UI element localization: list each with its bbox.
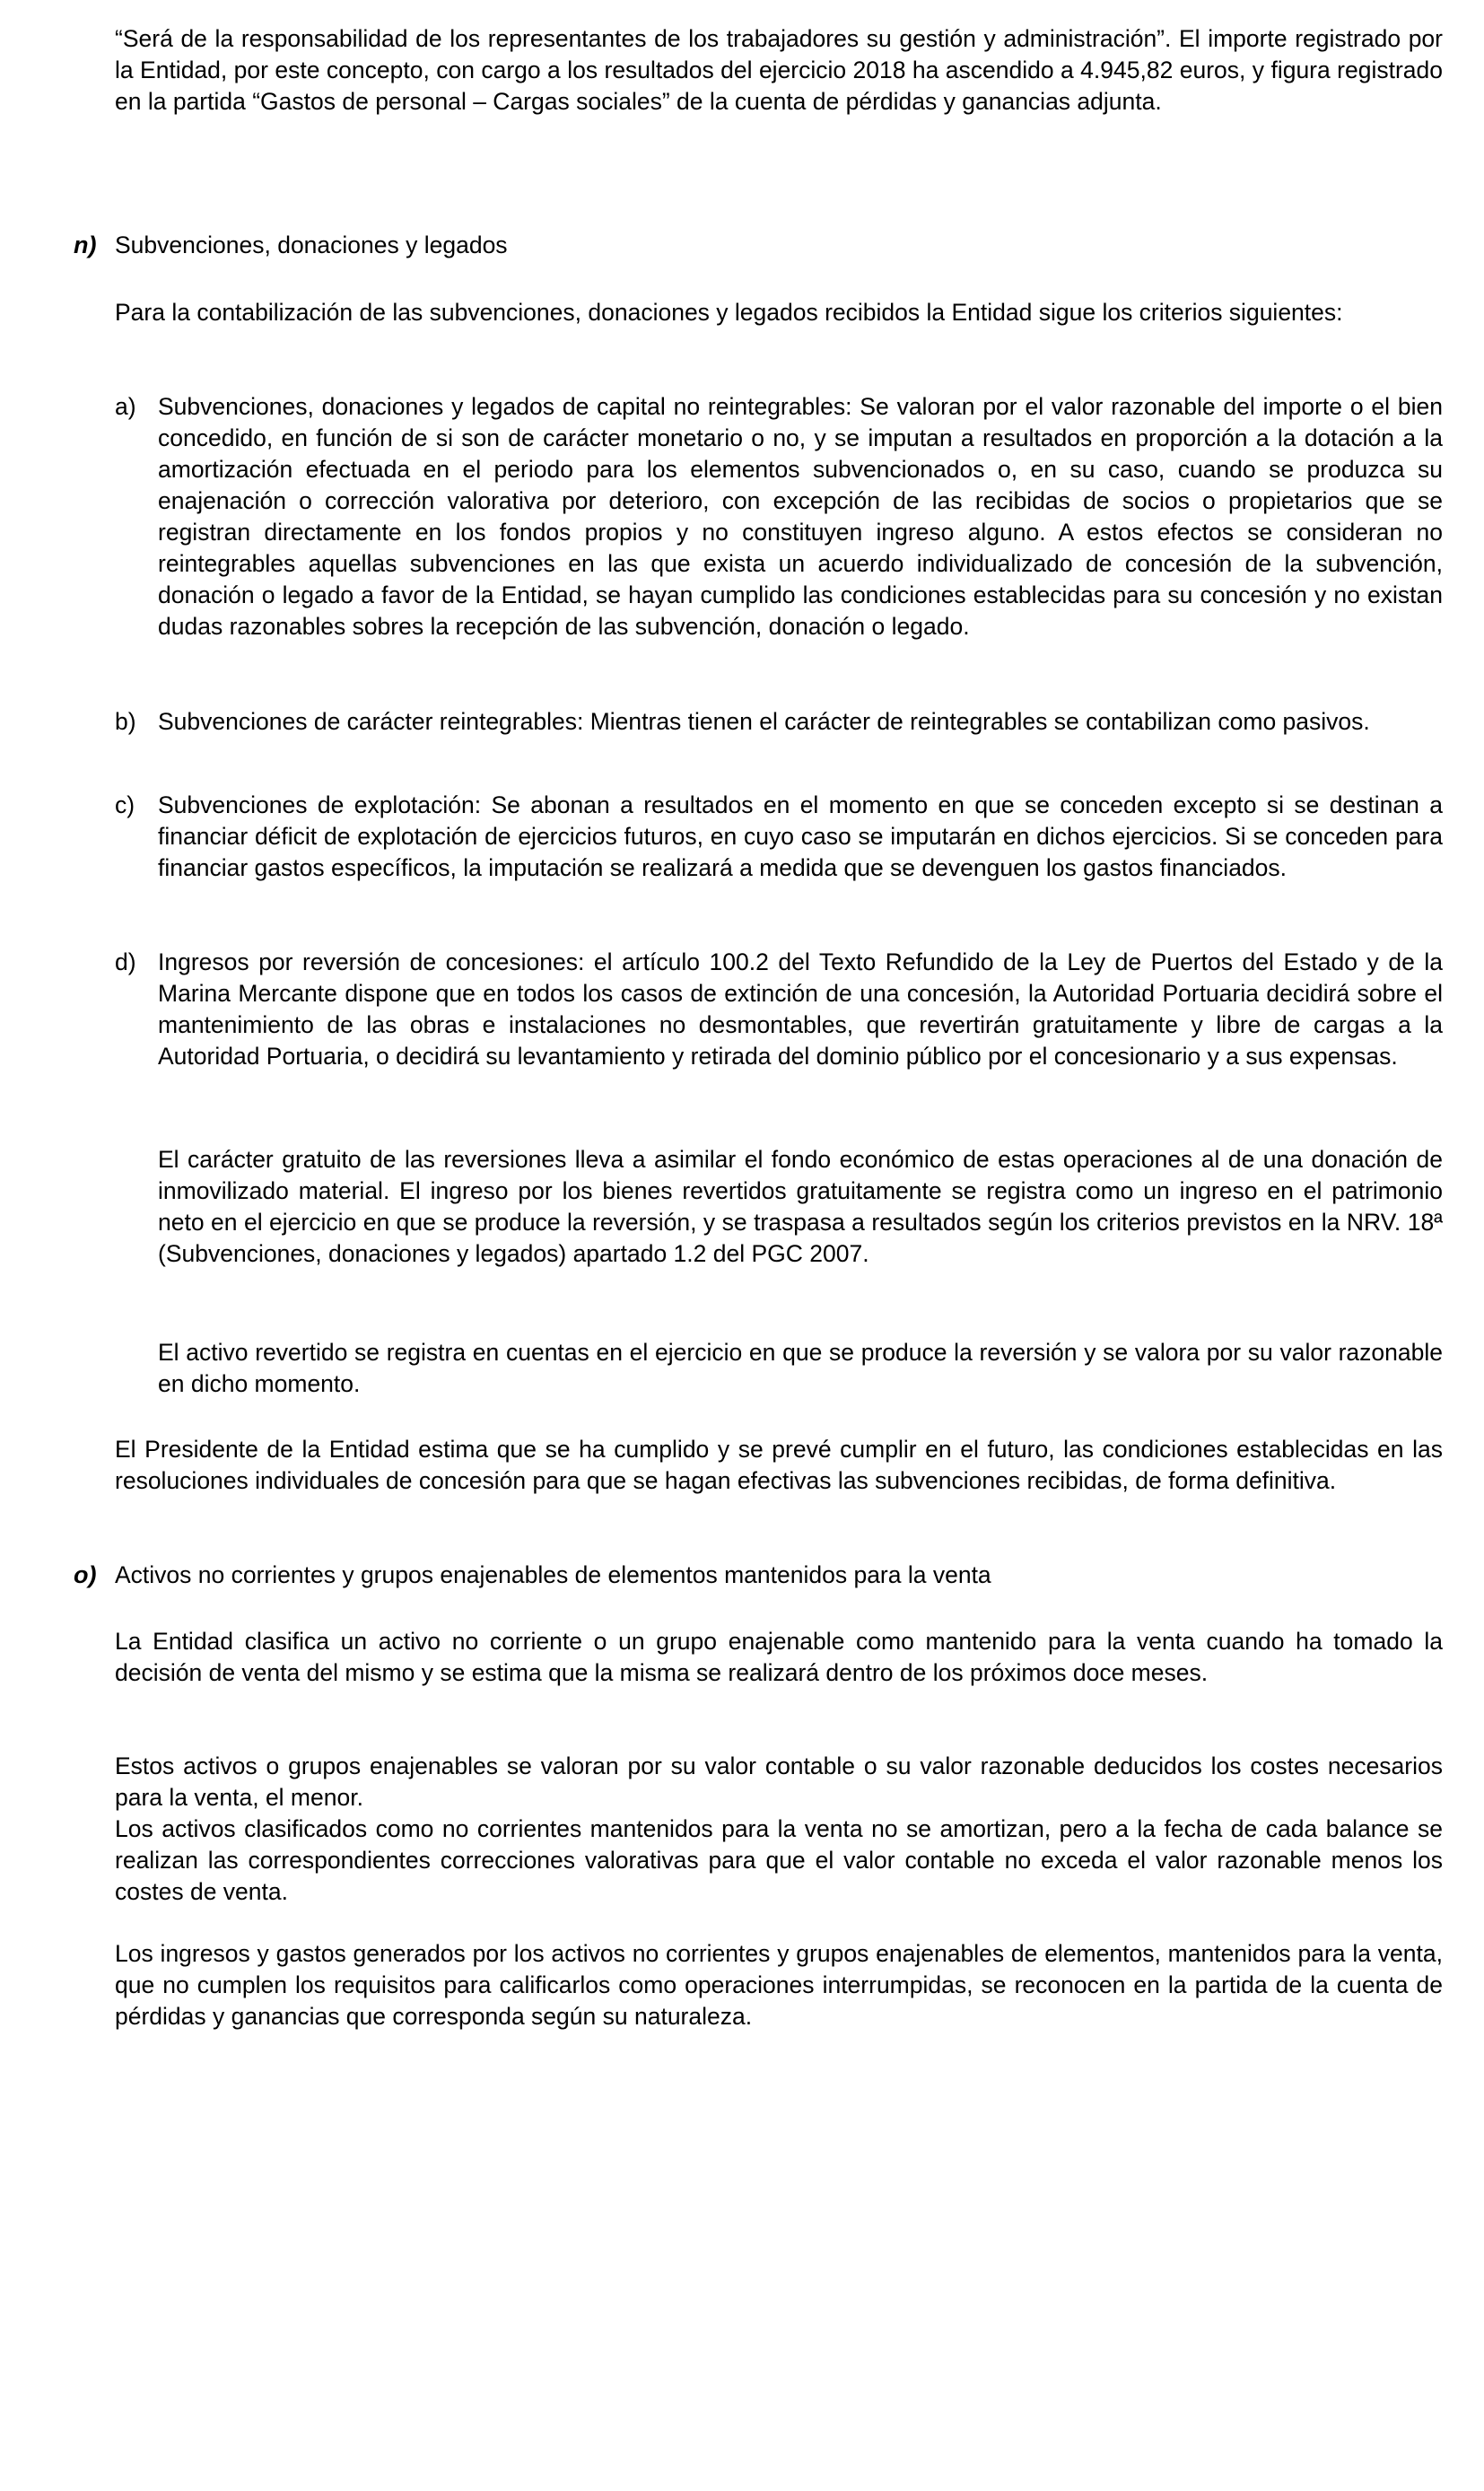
item-d-label: d) [115, 948, 136, 975]
section-o-paragraph-4: Los ingresos y gastos generados por los activos no corrientes y grupos enajenables de elementos, mantenidos para la venta, que no cumplen los requisitos para calificarlos como operaciones interrumpidas, se reconocen en la partida de la cuenta de pérdidas y ganancias que corresponda según su naturaleza. [115, 1940, 1443, 2030]
section-o-title: Activos no corrientes y grupos enajenables de elementos mantenidos para la venta [115, 1561, 991, 1588]
item-a-text: Subvenciones, donaciones y legados de capital no reintegrables: Se valoran por el valor razonable del importe o el bien concedido, en función de si son de carácter monetario o no, y se imputan a resultados en proporción a la dotación a la amortización efectuada en el periodo para los elementos subvencionados o, en su caso, cuando se produzca su enajenación o corrección valorativa por deterioro, con excepción de las recibidas de socios o propietarios que se registran directamente en los fondos propios y no constituyen ingreso alguno. A estos efectos se consideran no reintegrables aquellas subvenciones en las que exista un acuerdo individualizado de concesión de la subvención, donación o legado a favor de la Entidad, se hayan cumplido las condiciones establecidas para su concesión y no existan dudas razonables sobres la recepción de las subvención, donación o legado. [158, 393, 1443, 640]
item-d-paragraph-2: El carácter gratuito de las reversiones lleva a asimilar el fondo económico de estas operaciones al de una donación de inmovilizado material. El ingreso por los bienes revertidos gratuitamente se registra como un ingreso en el patrimonio neto en el ejercicio en que se produce la reversión, y se traspasa a resultados según los criterios previstos en la NRV. 18ª (Subvenciones, donaciones y legados) apartado 1.2 del PGC 2007. [158, 1146, 1443, 1267]
section-o-letter: o) [74, 1561, 97, 1588]
section-o-paragraph-1: La Entidad clasifica un activo no corriente o un grupo enajenable como mantenido para la venta cuando ha tomado la decisión de venta del mismo y se estima que la misma se realizará dentro de los próximos doce meses. [115, 1628, 1443, 1686]
item-b-label: b) [115, 708, 136, 735]
section-n-intro: Para la contabilización de las subvenciones, donaciones y legados recibidos la Entidad sigue los criterios siguientes: [115, 299, 1343, 326]
section-n-title: Subvenciones, donaciones y legados [115, 232, 508, 258]
item-a-label: a) [115, 393, 136, 420]
item-b-text: Subvenciones de carácter reintegrables: Mientras tienen el carácter de reintegrables se contabilizan como pasivos. [158, 708, 1370, 735]
section-o-paragraph-3: Los activos clasificados como no corrientes mantenidos para la venta no se amortizan, pero a la fecha de cada balance se realizan las correspondientes correcciones valorativas para que el valor contable no exceda el valor razonable menos los costes de venta. [115, 1815, 1443, 1905]
item-d-text: Ingresos por reversión de concesiones: el artículo 100.2 del Texto Refundido de la Ley de Puertos del Estado y de la Marina Mercante dispone que en todos los casos de extinción de una concesión, la Autoridad Portuaria decidirá sobre el mantenimiento de las obras e instalaciones no desmontables, que revertirán gratuitamente y libre de cargas a la Autoridad Portuaria, o decidirá su levantamiento y retirada del dominio público por el concesionario y a sus expensas. [158, 948, 1443, 1070]
section-n-closing: El Presidente de la Entidad estima que se ha cumplido y se prevé cumplir en el futuro, las condiciones establecidas en las resoluciones individuales de concesión para que se hagan efectivas las subvenciones recibidas, de forma definitiva. [115, 1436, 1443, 1494]
section-n-letter: n) [74, 232, 97, 258]
item-c-label: c) [115, 791, 135, 818]
item-c-text: Subvenciones de explotación: Se abonan a resultados en el momento en que se conceden excepto si se destinan a financiar déficit de explotación de ejercicios futuros, en cuyo caso se imputarán en dichos ejercicios. Si se conceden para financiar gastos específicos, la imputación se realizará a medida que se devenguen los gastos financiados. [158, 791, 1443, 881]
section-o-paragraph-2: Estos activos o grupos enajenables se valoran por su valor contable o su valor razonable deducidos los costes necesarios para la venta, el menor. [115, 1752, 1443, 1811]
intro-paragraph: “Será de la responsabilidad de los representantes de los trabajadores su gestión y administración”. El importe registrado por la Entidad, por este concepto, con cargo a los resultados del ejercicio 2018 ha ascendido a 4.945,82 euros, y figura registrado en la partida “Gastos de personal – Cargas sociales” de la cuenta de pérdidas y ganancias adjunta. [115, 25, 1443, 115]
item-d-paragraph-3: El activo revertido se registra en cuentas en el ejercicio en que se produce la reversión y se valora por su valor razonable en dicho momento. [158, 1339, 1443, 1397]
